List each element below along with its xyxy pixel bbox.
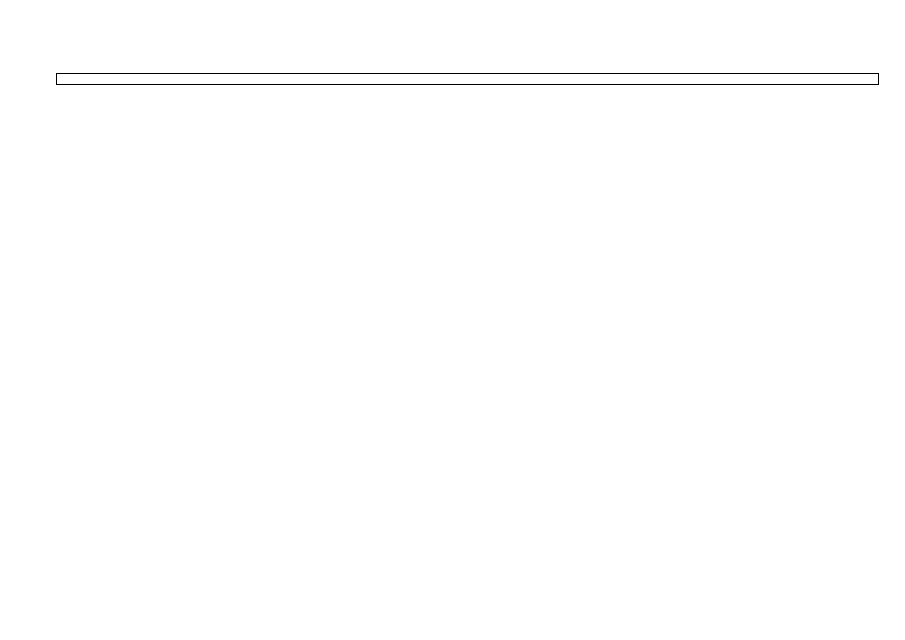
table-header bbox=[56, 73, 879, 85]
